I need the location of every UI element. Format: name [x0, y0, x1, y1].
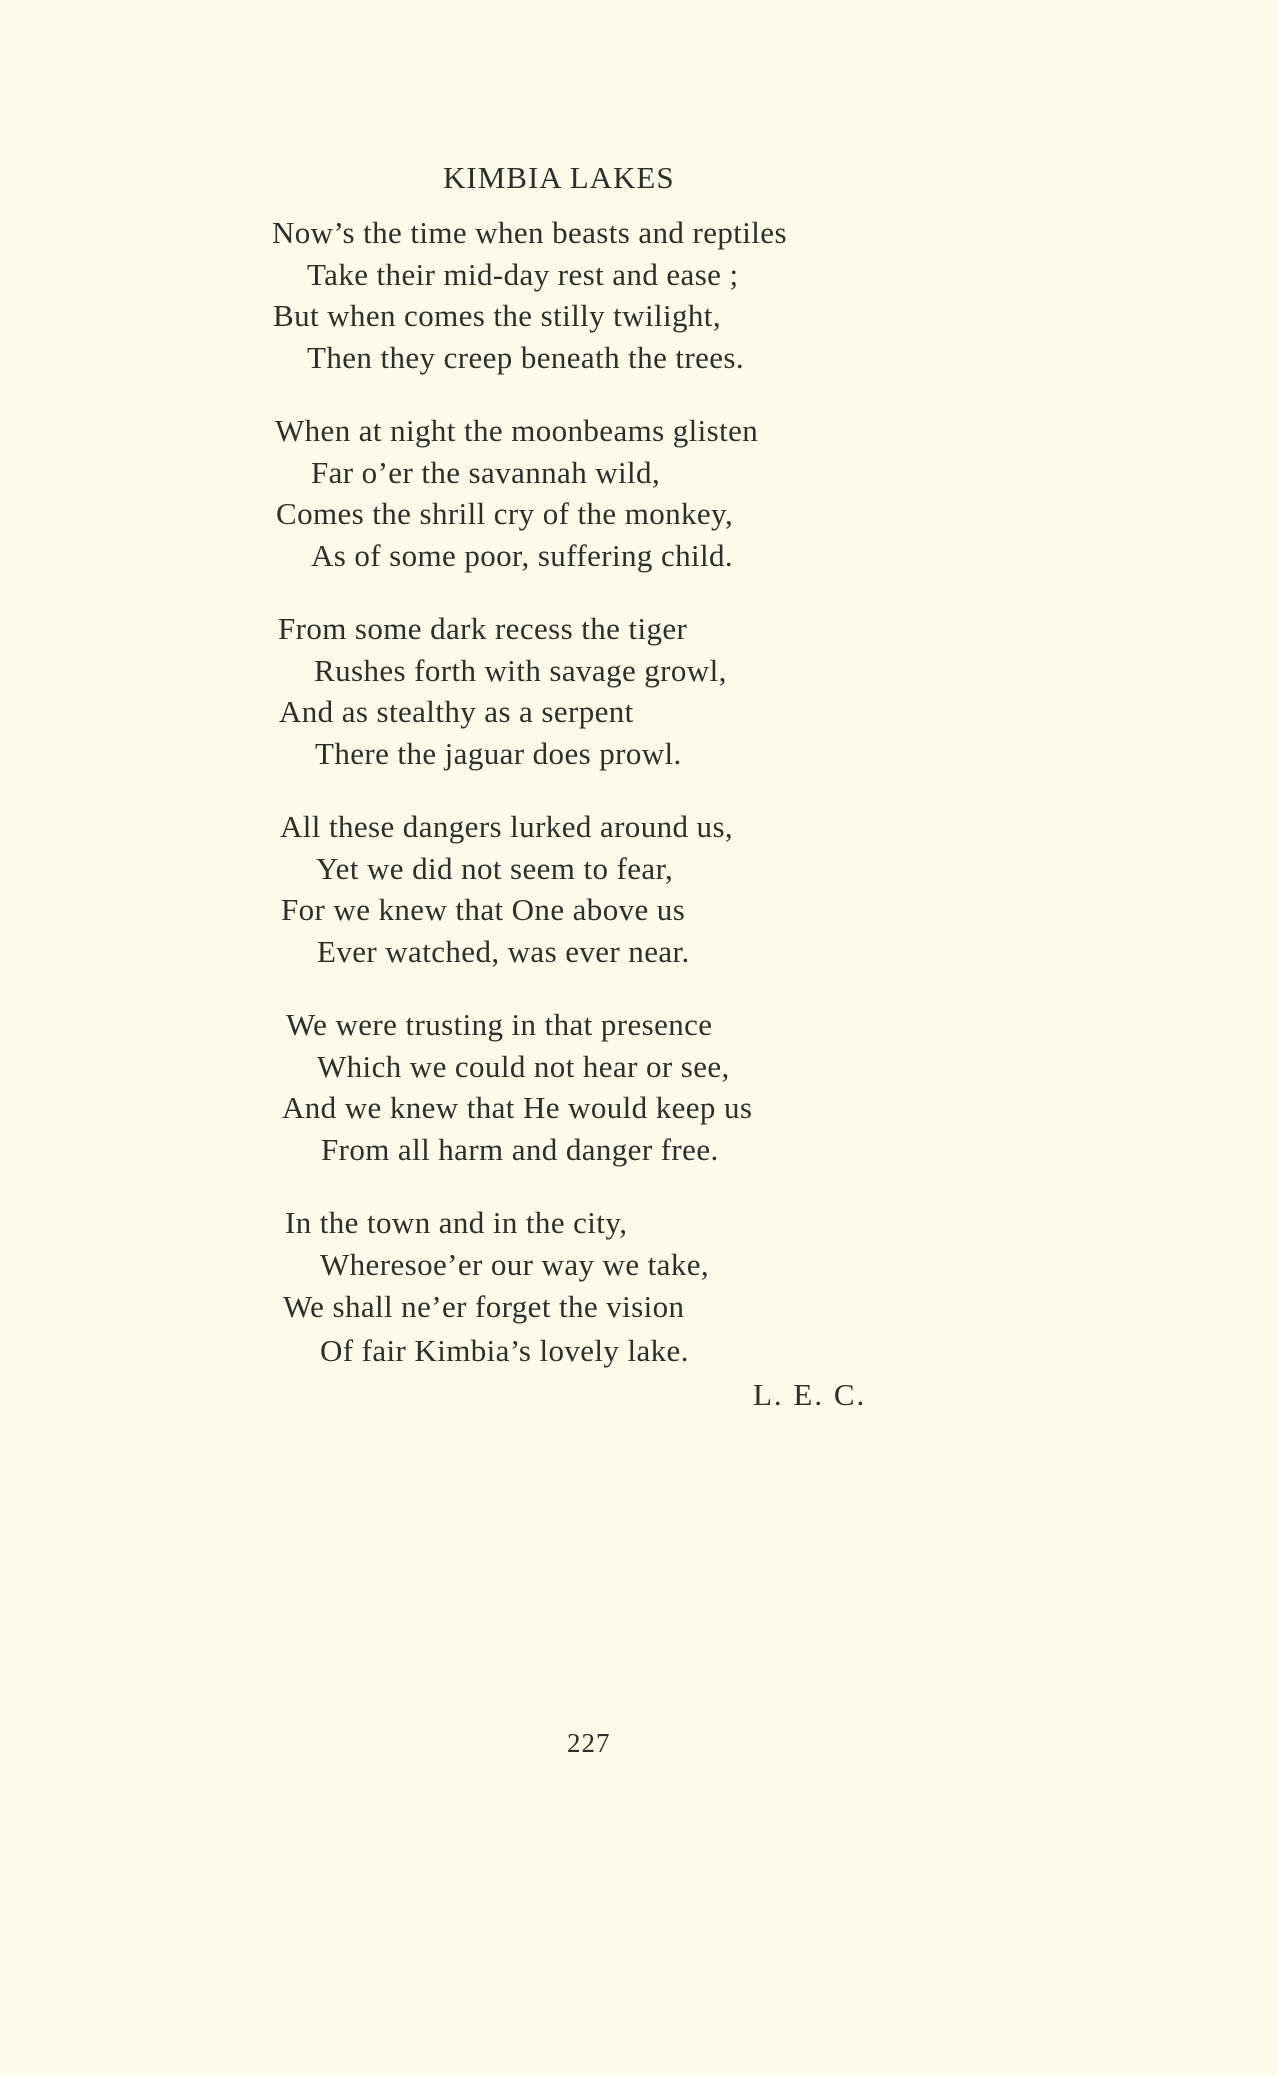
poem-line: All these dangers lurked around us, [280, 809, 734, 844]
poem-line: Then they creep beneath the trees. [307, 340, 745, 375]
poem-line: As of some poor, suffering child. [311, 538, 734, 573]
poem-line: When at night the moonbeams glisten [275, 413, 759, 448]
poem-line: Far o’er the savannah wild, [311, 455, 661, 490]
poem-line: And we knew that He would keep us [282, 1090, 753, 1125]
poem-line: In the town and in the city, [285, 1205, 628, 1240]
poem-line: Rushes forth with savage growl, [314, 653, 727, 688]
poem-line: But when comes the stilly twilight, [273, 298, 721, 333]
poem-title: KIMBIA LAKES [443, 160, 675, 195]
page-number: 227 [567, 1728, 611, 1758]
poem-line: Which we could not hear or see, [317, 1049, 730, 1084]
poem-line: Wheresoe’er our way we take, [320, 1247, 710, 1282]
poem-line: Ever watched, was ever near. [317, 934, 690, 969]
poem-line: Now’s the time when beasts and reptiles [272, 215, 787, 250]
poem-line: Yet we did not seem to fear, [316, 851, 674, 886]
poem-line: There the jaguar does prowl. [315, 736, 682, 771]
poem-line: We shall ne’er forget the vision [283, 1289, 685, 1324]
poem-line: And as stealthy as a serpent [279, 694, 634, 729]
poem-line: Take their mid-day rest and ease ; [307, 257, 739, 292]
poem-line: For we knew that One above us [281, 892, 686, 927]
poem-line: Comes the shrill cry of the monkey, [276, 496, 734, 531]
poem-line: From all harm and danger free. [321, 1132, 719, 1167]
poem-signature: L. E. C. [753, 1377, 867, 1412]
poem-line: We were trusting in that presence [286, 1007, 713, 1042]
poem-line: From some dark recess the tiger [278, 611, 688, 646]
poem-line: Of fair Kimbia’s lovely lake. [320, 1333, 689, 1368]
